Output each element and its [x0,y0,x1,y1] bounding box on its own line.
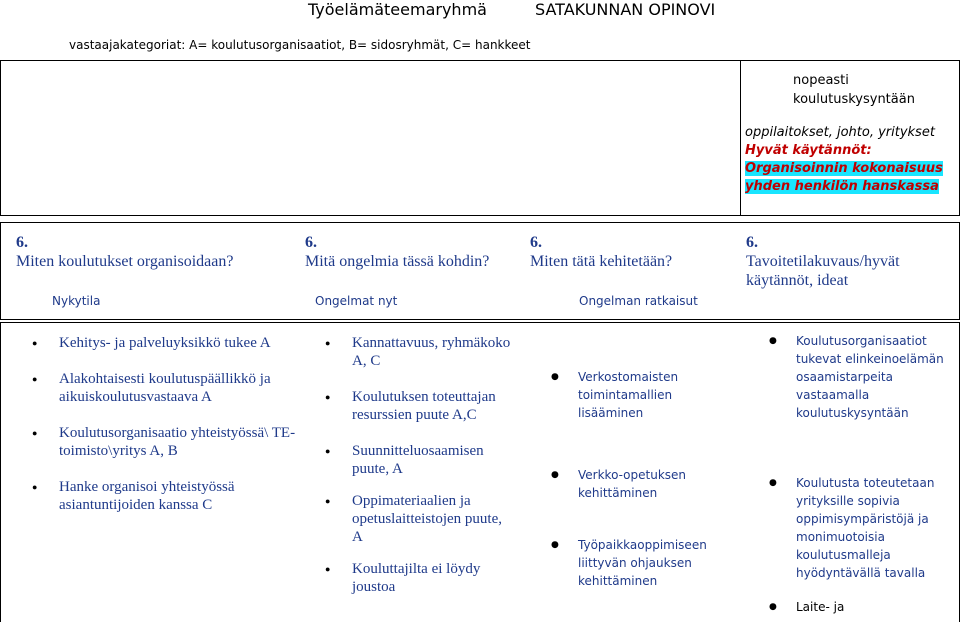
column-header-3 [530,233,735,271]
column-subheader-2: Ongelmat nyt [315,294,398,308]
column-header-1-question: Miten koulutukset organisoidaan? [16,253,234,270]
list-item: ● Verkko-opetuksen kehittäminen [551,466,731,502]
solutions-list [551,368,731,590]
column-subheader-3: Ongelman ratkaisut [579,294,698,308]
top-note-line1: nopeasti [793,73,849,88]
category-legend: vastaajakategoriat: A= koulutusorganisaatiot, B= sidosryhmät, C= hankkeet [69,38,531,52]
list-item: ● Suunnitteluosaamisen puute, A [325,442,515,478]
column-header-4-number: 6. [746,234,758,251]
current-state-list [32,334,297,514]
good-practices-line3: Organisoinnin kokonaisuus [745,161,943,176]
column-header-2-number: 6. [305,234,317,251]
column-header-3-question: Miten tätä kehitetään? [530,253,673,270]
top-box-inner-divider [740,60,741,216]
problems-list [325,334,515,596]
top-note-line2: koulutuskysyntään [793,92,915,107]
good-practices [745,124,943,196]
list-item: ● Hanke organisoi yhteistyössä asiantuntijoiden kanssa C [32,478,297,514]
list-item: ● Työpaikkaoppimiseen liittyvän ohjauksen kehittäminen [551,536,731,590]
list-item: ● Kehitys- ja palveluyksikkö tukee A [32,334,297,352]
list-item: ● Alakohtaisesti koulutuspäällikkö ja aikuiskoulutusvastaava A [32,370,297,406]
list-item: ● Koulutusorganisaatio yhteistyössä\ TE-toimisto\yritys A, B [32,424,297,460]
column-header-4 [746,233,951,290]
column-header-2 [305,233,495,271]
good-practices-line1: oppilaitokset, johto, yritykset [745,125,935,140]
list-item: ● Verkostomaisten toimintamallien lisääminen [551,368,731,422]
list-item: ● Koulutuksen toteuttajan resurssien puute A,C [325,388,515,424]
column-subheader-1: Nykytila [52,294,101,308]
list-item: ● Kannattavuus, ryhmäkoko A, C [325,334,515,370]
column-header-3-number: 6. [530,234,542,251]
list-item: ● Kouluttajilta ei löydy joustoa [325,560,515,596]
list-item: ● Koulutusta toteutetaan yrityksille sopivia oppimisympäristöjä ja monimuotoisia koulutusmalleja hyödyntävällä tavalla [769,474,954,582]
list-item: ● Koulutusorganisaatiot tukevat elinkeinoelämän osaamistarpeita vastaamalla koulutuskysyntään [769,332,954,422]
good-practices-line4: yhden henkilön hanskassa [745,179,939,194]
header-left-title: Työelämäteemaryhmä [308,0,487,19]
column-header-1-number: 6. [16,234,28,251]
good-practices-heading: Hyvät käytännöt: [745,143,872,158]
column-header-2-question: Mitä ongelmia tässä kohdin? [305,253,490,270]
list-item: ● Oppimateriaalien ja opetuslaitteistojen puute, A [325,492,515,546]
top-note [793,71,915,109]
list-item: ● Laite- ja [769,598,954,616]
column-header-4-question: Tavoitetilakuvaus/hyvät käytännöt, ideat [746,253,900,289]
header-right-title: SATAKUNNAN OPINOVI [535,0,716,19]
target-state-list [769,332,954,616]
column-header-1 [16,233,296,271]
